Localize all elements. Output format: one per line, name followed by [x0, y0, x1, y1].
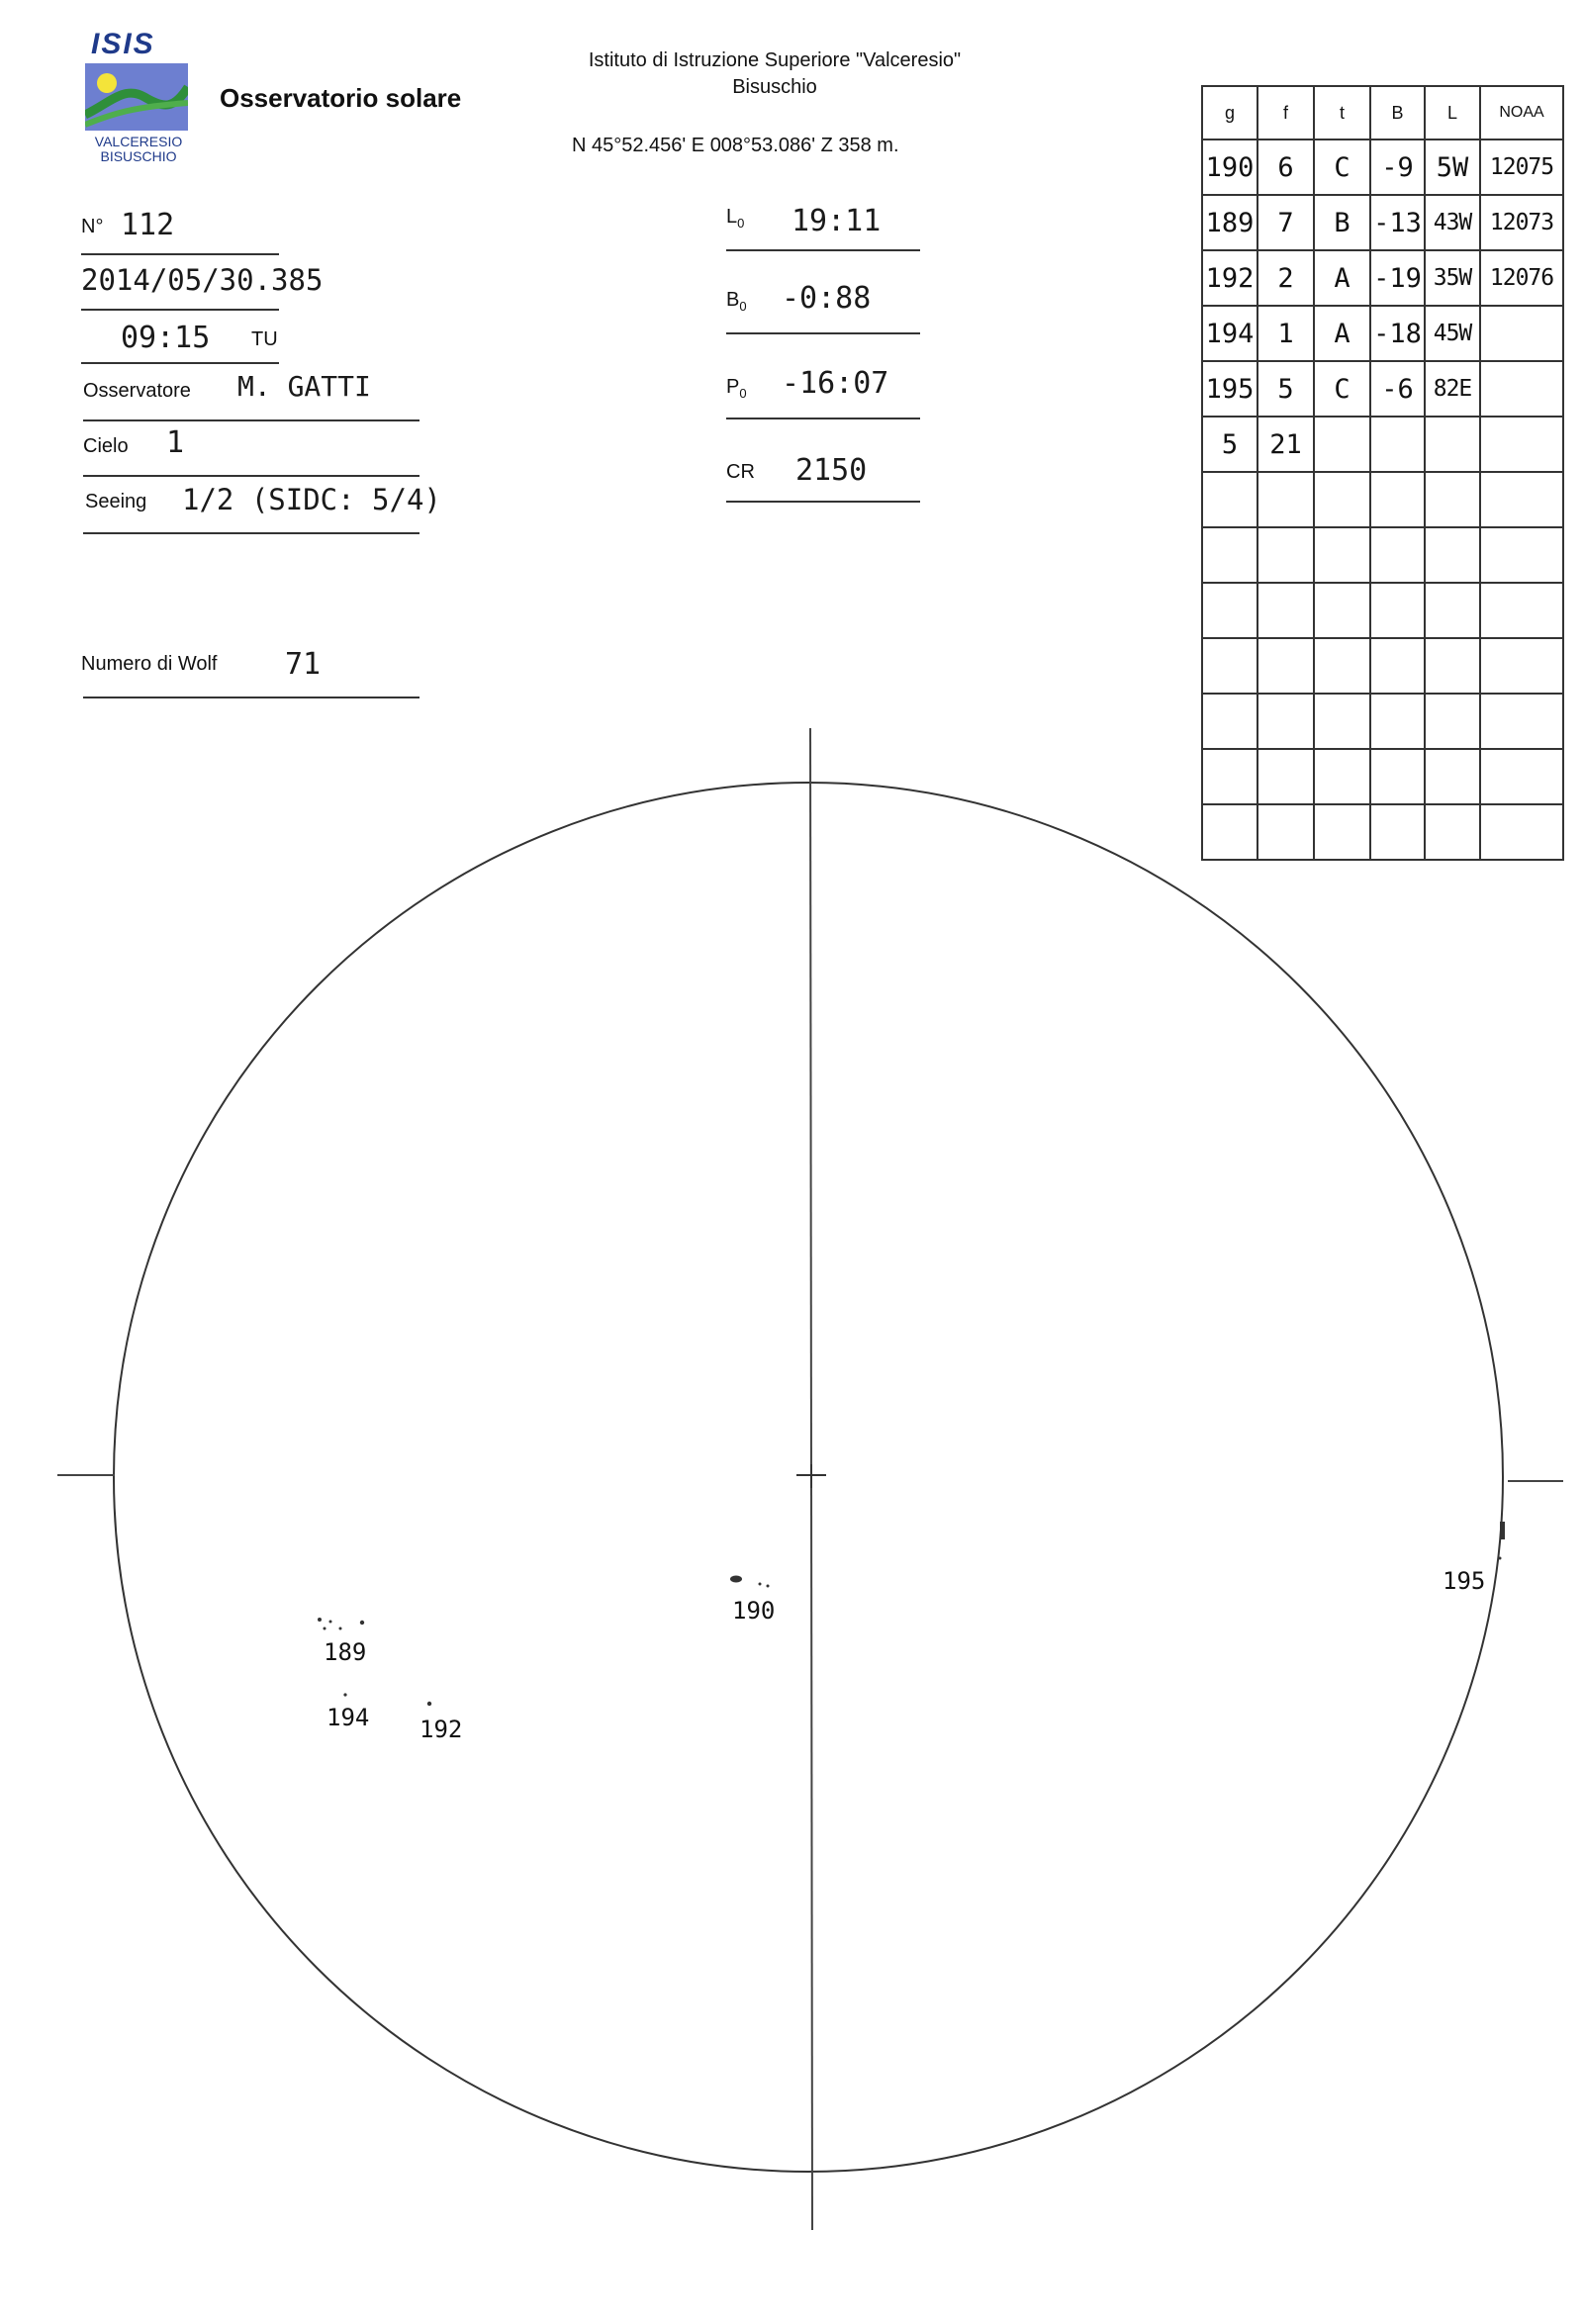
logo-subtitle-line1: VALCERESIO	[94, 134, 183, 149]
table-cell-g: 190	[1202, 139, 1257, 195]
sunspot-190-pore-a	[759, 1583, 762, 1586]
b0-subscript: 0	[739, 299, 747, 314]
sunspot-189-c	[324, 1627, 326, 1630]
header-g: g	[1202, 86, 1257, 139]
table-cell-noaa: 12073	[1480, 195, 1563, 250]
group-label-190: 190	[732, 1597, 776, 1625]
table-cell-t: A	[1314, 306, 1370, 361]
group-label-194: 194	[326, 1704, 370, 1731]
table-cell-t: C	[1314, 361, 1370, 417]
table-cell-f: 21	[1257, 417, 1314, 472]
table-cell-g: 195	[1202, 361, 1257, 417]
observatory-title: Osservatorio solare	[220, 83, 462, 113]
sunspot-195-pore	[1499, 1557, 1502, 1560]
site-coordinates: N 45°52.456' E 008°53.086' Z 358 m.	[572, 135, 899, 156]
sunspot-195-main	[1500, 1522, 1505, 1539]
table-cell-t: A	[1314, 250, 1370, 306]
table-cell-l: 35W	[1425, 250, 1480, 306]
header-l: L	[1425, 86, 1480, 139]
sunspot-189-d	[339, 1627, 342, 1630]
b0-letter: B	[726, 289, 740, 311]
date-value: 2014/05/30.385	[81, 263, 324, 297]
header-b: B	[1370, 86, 1425, 139]
logo-subtitle-line2: BISUSCHIO	[100, 148, 177, 164]
institute-line-2: Bisuschio	[732, 76, 817, 98]
table-cell-noaa: 12075	[1480, 139, 1563, 195]
p0-letter: P	[726, 376, 740, 398]
p0-value: -16:07	[782, 366, 889, 401]
sunspot-194	[343, 1693, 346, 1696]
table-cell-t: B	[1314, 195, 1370, 250]
table-cell-g: 189	[1202, 195, 1257, 250]
sky-label: Cielo	[83, 435, 129, 457]
table-cell-g: 194	[1202, 306, 1257, 361]
header-f: f	[1257, 86, 1314, 139]
table-cell-l: 45W	[1425, 306, 1480, 361]
observer-value: M. GATTI	[237, 370, 371, 403]
time-value: 09:15	[121, 321, 211, 355]
seeing-value: 1/2 (SIDC: 5/4)	[182, 483, 441, 516]
table-cell-f: 2	[1257, 250, 1314, 306]
sunspot-189-e	[360, 1621, 364, 1625]
sunspot-192	[427, 1702, 431, 1706]
table-cell-l: 5W	[1425, 139, 1480, 195]
header-t: t	[1314, 86, 1370, 139]
table-cell-f: 7	[1257, 195, 1314, 250]
table-cell-b: -18	[1370, 306, 1425, 361]
table-cell-g: 192	[1202, 250, 1257, 306]
observer-label: Osservatore	[83, 380, 191, 402]
l0-subscript: 0	[737, 216, 745, 231]
number-value: 112	[121, 208, 175, 242]
wolf-label: Numero di Wolf	[81, 653, 218, 675]
table-cell-g: 5	[1202, 417, 1257, 472]
table-cell-l: 43W	[1425, 195, 1480, 250]
logo-text: ISIS	[91, 28, 155, 60]
table-cell-noaa: 12076	[1480, 250, 1563, 306]
p0-subscript: 0	[739, 386, 747, 401]
table-cell-b: -6	[1370, 361, 1425, 417]
cr-label: CR	[726, 461, 755, 483]
sunspot-190-pore-b	[767, 1585, 770, 1588]
institute-line-1: Istituto di Istruzione Superiore "Valceresio"	[588, 49, 962, 71]
sunspot-190-main	[730, 1576, 742, 1583]
header-noaa: NOAA	[1480, 86, 1563, 139]
table-cell-f: 1	[1257, 306, 1314, 361]
l0-letter: L	[726, 206, 738, 228]
b0-value: -0:88	[782, 281, 872, 316]
solar-disk	[114, 783, 1503, 2172]
l0-value: 19:11	[792, 204, 882, 238]
table-cell-b: -13	[1370, 195, 1425, 250]
table-cell-t: C	[1314, 139, 1370, 195]
group-label-189: 189	[324, 1638, 367, 1666]
table-cell-l: 82E	[1425, 361, 1480, 417]
wolf-value: 71	[285, 647, 322, 682]
cr-value: 2150	[795, 453, 868, 488]
table-cell-f: 6	[1257, 139, 1314, 195]
table-cell-f: 5	[1257, 361, 1314, 417]
sky-value: 1	[166, 425, 185, 460]
group-label-192: 192	[419, 1716, 463, 1743]
sunspot-189-a	[318, 1618, 322, 1622]
time-unit: TU	[251, 328, 278, 350]
sunspot-189-b	[329, 1621, 332, 1624]
number-label: N°	[81, 216, 104, 237]
seeing-label: Seeing	[85, 491, 147, 512]
table-cell-b: -9	[1370, 139, 1425, 195]
group-label-195: 195	[1443, 1567, 1486, 1595]
table-cell-b: -19	[1370, 250, 1425, 306]
